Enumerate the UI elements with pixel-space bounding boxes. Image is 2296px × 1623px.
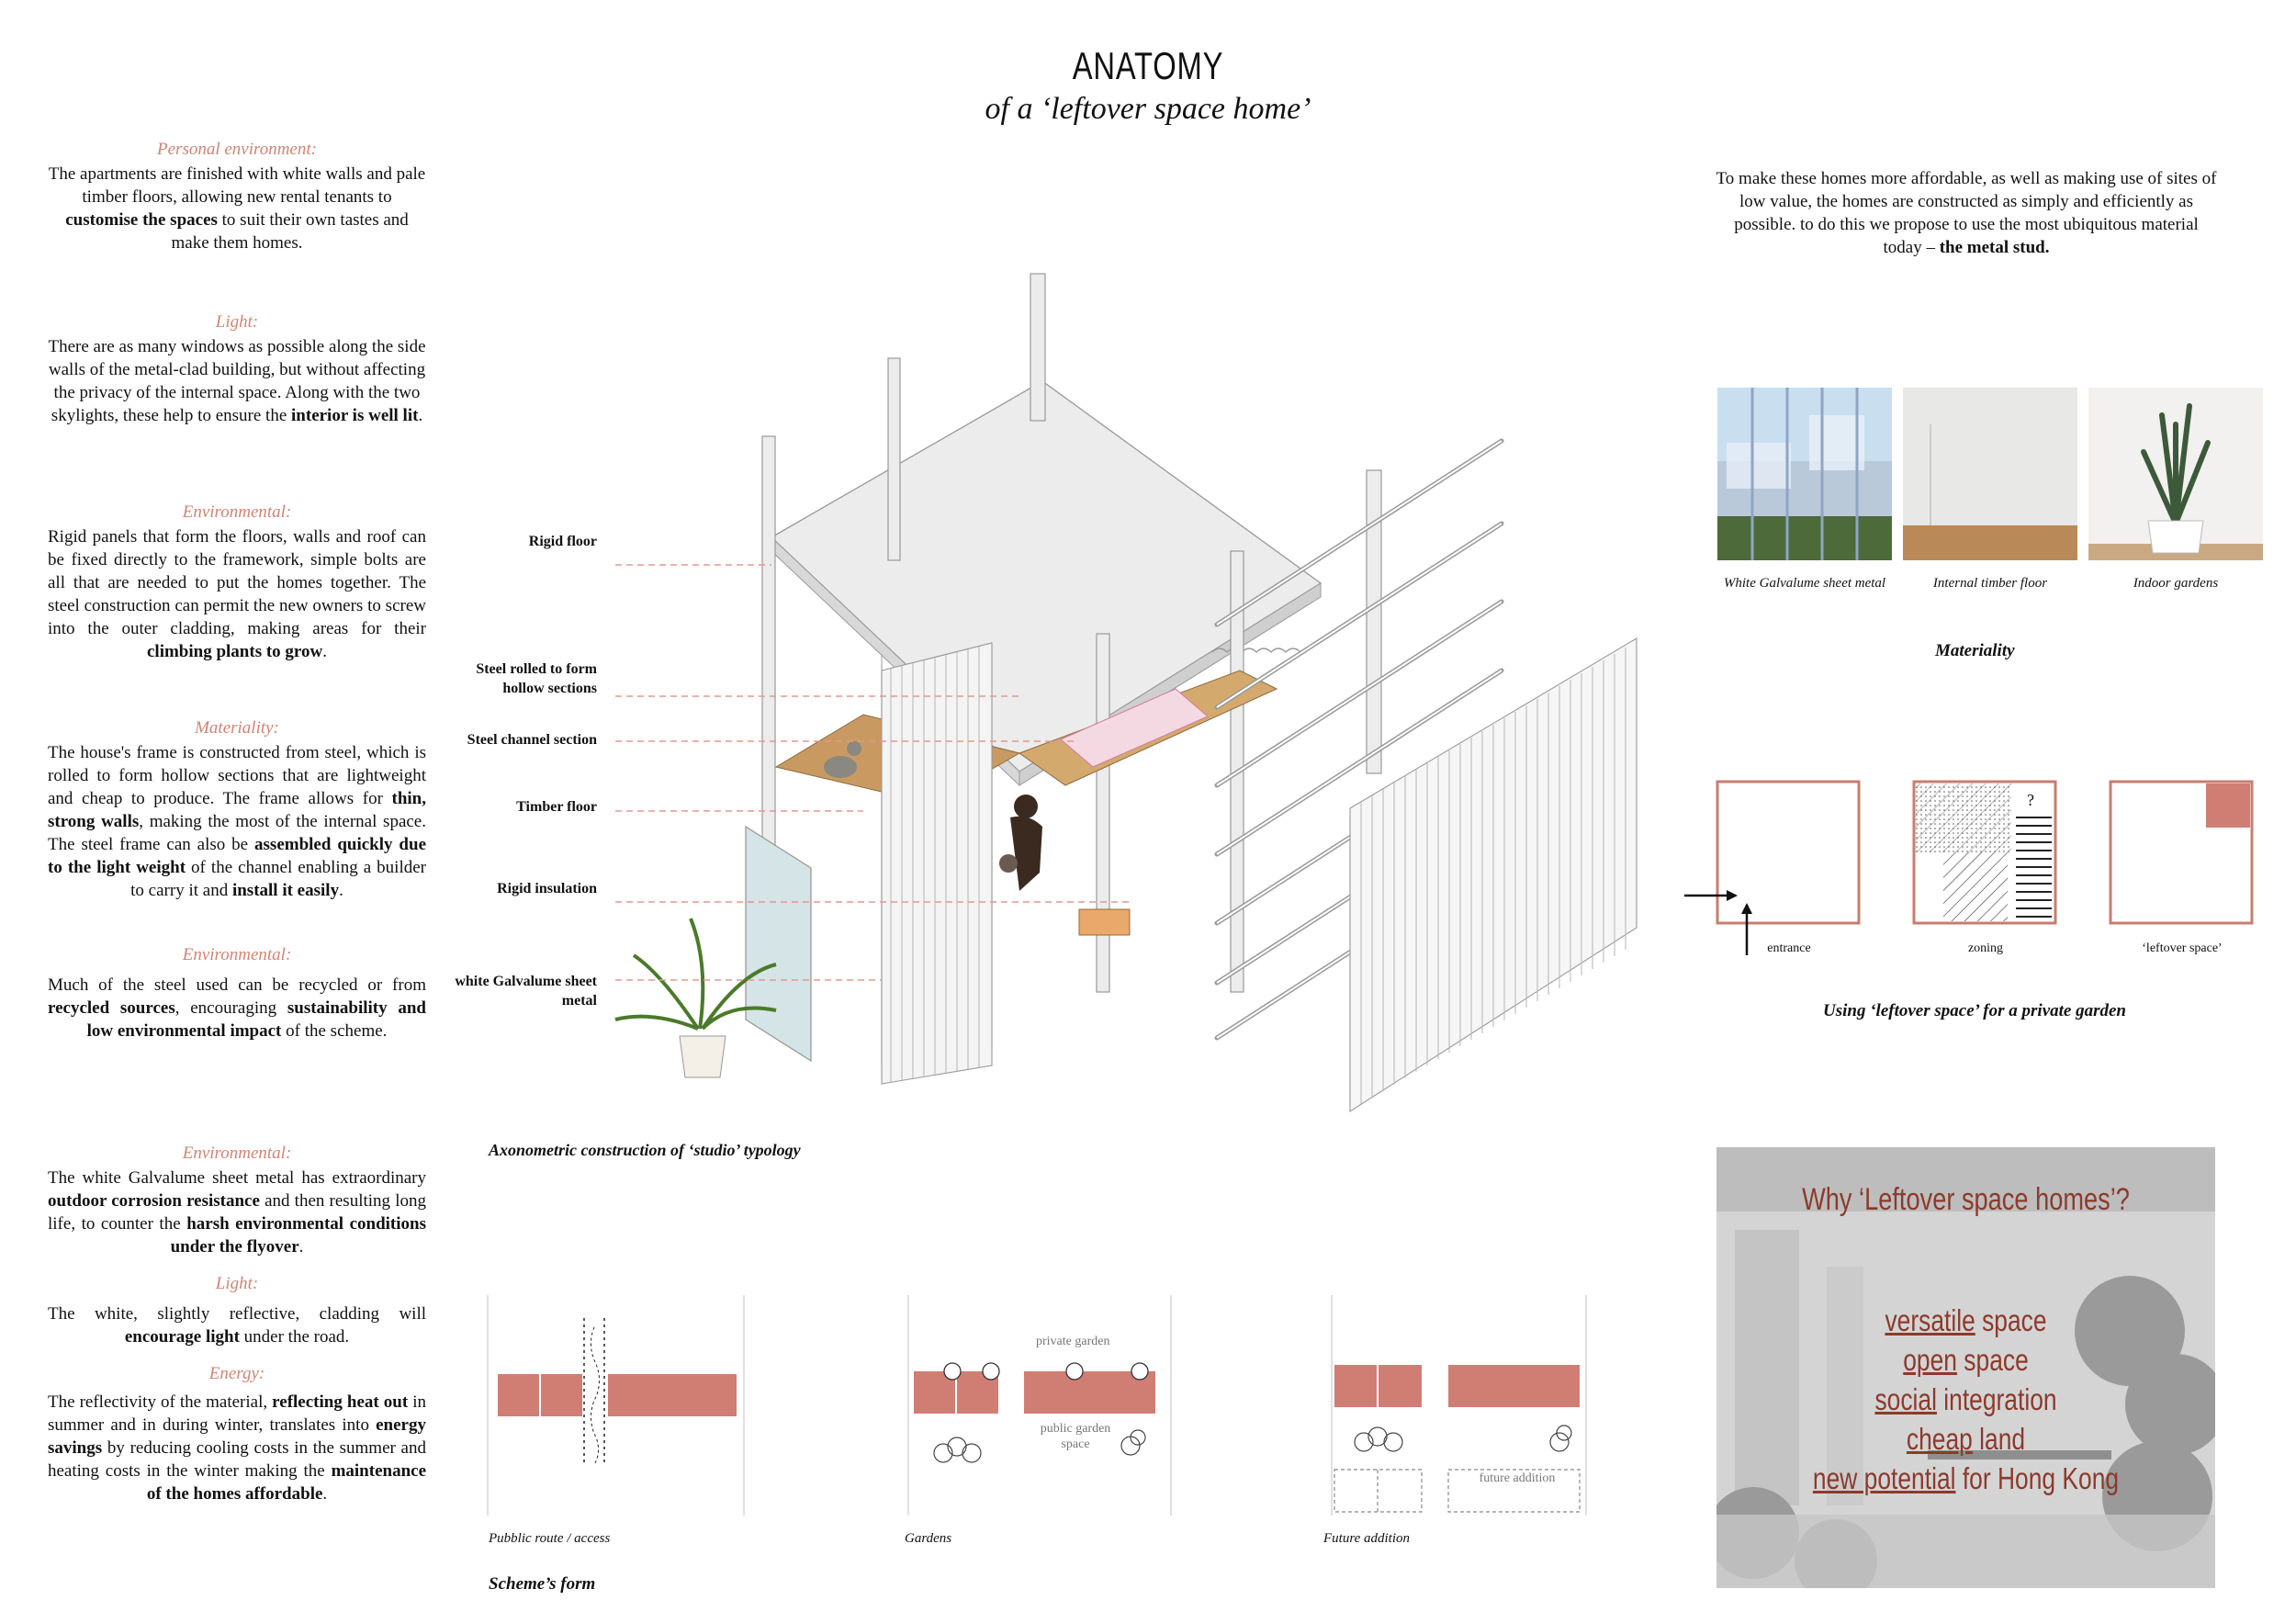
corrugated-sheet-right	[1350, 638, 1637, 1111]
why-line	[1766, 1343, 2165, 1378]
section-text: Much of the steel used can be recycled or from	[48, 975, 426, 995]
section-text: in summer and in during winter, translates into	[48, 1392, 427, 1435]
section-bold: install it easily	[231, 881, 340, 900]
environmental-section-2	[48, 943, 426, 1043]
section-text: The house's frame is constructed from steel, which is rolled to form hollow sections that are lightweight and cheap to produce. The frame allows for	[48, 743, 426, 808]
light-section-2	[48, 1272, 426, 1348]
future-addition-label: future addition	[1479, 1471, 1556, 1485]
why-line	[1766, 1382, 2165, 1417]
scheme-diagrams	[482, 1295, 1603, 1520]
zoning-diagrams	[1681, 776, 2268, 969]
section-bold: maintenance of the homes affordable	[146, 1461, 426, 1504]
label-steel-rolled: Steel rolled to form hollow sections	[476, 661, 597, 696]
section-text: under the road.	[239, 1327, 350, 1347]
section-text: Rigid panels that form the floors, walls and roof can be fixed directly to the framework, simple bolts are all that are needed to put the homes together. The steel construction can permit the new owners to screw into the outer cladding, making areas for their	[48, 527, 426, 638]
materiality-title: Materiality	[1935, 641, 2015, 660]
why-line-rest: space	[1975, 1303, 2047, 1337]
label-rigid-floor: Rigid floor	[528, 534, 597, 549]
section-bold: harsh environmental conditions under the flyover	[170, 1214, 427, 1257]
diagram-caption-zoning: zoning	[1967, 941, 2004, 955]
section-text: of the channel enabling a builder to carry it and	[130, 858, 427, 900]
diagram-caption-leftover: ‘leftover space’	[2142, 941, 2223, 955]
section-text: by reducing cooling costs in the summer and heating costs in the winter making the	[48, 1438, 426, 1481]
section-text: , making the most of the internal space. The steel frame can also be	[48, 812, 426, 854]
why-line-rest: for Hong Kong	[1955, 1461, 2120, 1495]
section-text: and then resulting long life, to counter the	[48, 1191, 426, 1234]
light-section	[48, 310, 426, 427]
section-bold: thin, strong walls	[48, 789, 426, 831]
why-line-underlined: open	[1903, 1343, 1957, 1377]
label-steel-channel: Steel channel section	[467, 732, 597, 748]
section-heading: Materiality:	[195, 718, 279, 738]
corrugated-wall-front	[882, 643, 992, 1084]
scheme-caption: Pubblic route / access	[489, 1531, 611, 1546]
environmental-section-1	[48, 501, 426, 663]
axonometric-caption: Axonometric construction of ‘studio’ typology	[489, 1141, 801, 1159]
label-galvalume: white Galvalume sheet metal	[455, 974, 597, 1009]
section-text: The white Galvalume sheet metal has extraordinary	[48, 1168, 426, 1188]
why-panel	[1716, 1147, 2215, 1588]
why-line	[1766, 1422, 2165, 1457]
section-text: to suit their own tastes and make them homes.	[171, 210, 409, 253]
label-rigid-insulation: Rigid insulation	[497, 881, 597, 896]
section-text: There are as many windows as possible along the side walls of the metal-clad building, but without affecting the privacy of the internal space. Along with the two skylights, these help to ensure the	[48, 337, 426, 425]
why-line-rest: space	[1956, 1343, 2029, 1377]
section-bold: interior is well lit	[291, 406, 419, 425]
section-bold: reflecting heat out	[272, 1392, 409, 1412]
section-text: of the scheme.	[281, 1021, 388, 1041]
timber-floor-photo	[1903, 388, 2077, 560]
section-bold: sustainability and low environmental impact	[86, 998, 426, 1041]
photo-caption: White Galvalume sheet metal	[1723, 576, 1886, 591]
page-title: ANATOMY	[1072, 44, 1224, 87]
section-heading: Environmental:	[182, 502, 292, 522]
section-heading: Energy:	[208, 1364, 265, 1383]
materiality-section	[48, 716, 426, 902]
why-line-underlined: versatile	[1885, 1303, 1975, 1337]
section-text: .	[418, 406, 423, 425]
bench	[1079, 909, 1130, 935]
energy-section	[48, 1362, 426, 1505]
intro-bold: the metal stud.	[1939, 238, 2050, 257]
section-bold: energy savings	[48, 1415, 426, 1458]
scheme-caption: Gardens	[905, 1531, 952, 1546]
public-garden-label: public garden space	[1040, 1422, 1111, 1451]
section-text: .	[322, 1484, 328, 1504]
section-bold: customise the spaces	[65, 210, 218, 230]
scheme-caption: Future addition	[1323, 1531, 1411, 1546]
section-bold: climbing plants to grow	[146, 642, 323, 661]
personal-environment-section	[48, 138, 426, 254]
section-heading: Environmental:	[182, 945, 292, 964]
intro-text	[1713, 167, 2220, 259]
section-bold: assembled quickly due to the light weight	[48, 835, 427, 877]
photo-caption: Internal timber floor	[1932, 576, 2048, 591]
galvalume-photo	[1717, 388, 1892, 560]
scheme-public-route	[498, 1318, 737, 1465]
intro-body: To make these homes more affordable, as well as making use of sites of low value, the homes are constructed as simply and efficiently as possible. to do this we propose to use the most ubiquitous material today –	[1716, 169, 2217, 257]
section-heading: Personal environment:	[157, 140, 317, 159]
private-garden-label: private garden	[1036, 1335, 1110, 1348]
entrance-diagram	[1717, 782, 1859, 923]
why-line	[1766, 1461, 2165, 1496]
section-text: , encouraging	[174, 998, 287, 1018]
section-bold: encourage light	[124, 1327, 240, 1347]
section-text: .	[339, 881, 343, 900]
axonometric-drawing	[432, 257, 1653, 1139]
diagram-caption-entrance: entrance	[1767, 941, 1811, 955]
indoor-garden-photo	[2088, 388, 2263, 560]
section-text: The apartments are finished with white walls and pale timber floors, allowing new rental tenants to	[48, 164, 426, 207]
scheme-title: Scheme’s form	[489, 1574, 596, 1594]
why-line-underlined: new potential	[1812, 1461, 1956, 1495]
why-title: Why ‘Leftover space homes’?	[1802, 1182, 2130, 1217]
scheme-future-addition	[1334, 1365, 1580, 1512]
window-pane	[746, 827, 811, 1061]
section-bold: outdoor corrosion resistance	[48, 1191, 260, 1211]
section-text: The white, slightly reflective, cladding will	[48, 1304, 426, 1324]
page-subtitle: of a ‘leftover space home’	[985, 92, 1311, 126]
person-illustration	[999, 795, 1042, 891]
section-text: .	[322, 642, 327, 661]
environmental-section-3	[48, 1142, 426, 1258]
label-timber-floor: Timber floor	[516, 799, 597, 815]
why-line-underlined: social	[1874, 1382, 1937, 1416]
section-text: .	[298, 1237, 304, 1257]
section-heading: Environmental:	[182, 1144, 292, 1163]
question-mark: ?	[2027, 791, 2034, 809]
why-line	[1766, 1303, 2165, 1338]
why-line-underlined: cheap	[1906, 1422, 1973, 1456]
section-bold: recycled sources	[48, 998, 175, 1018]
why-line-rest: land	[1972, 1422, 2026, 1456]
section-heading: Light:	[215, 1274, 259, 1293]
section-heading: Light:	[215, 312, 259, 332]
diagrams-title: Using ‘leftover space’ for a private garden	[1823, 1001, 2126, 1020]
section-text: The reflectivity of the material,	[48, 1392, 273, 1412]
why-line-rest: integration	[1936, 1382, 2057, 1416]
photo-caption: Indoor gardens	[2133, 576, 2219, 591]
